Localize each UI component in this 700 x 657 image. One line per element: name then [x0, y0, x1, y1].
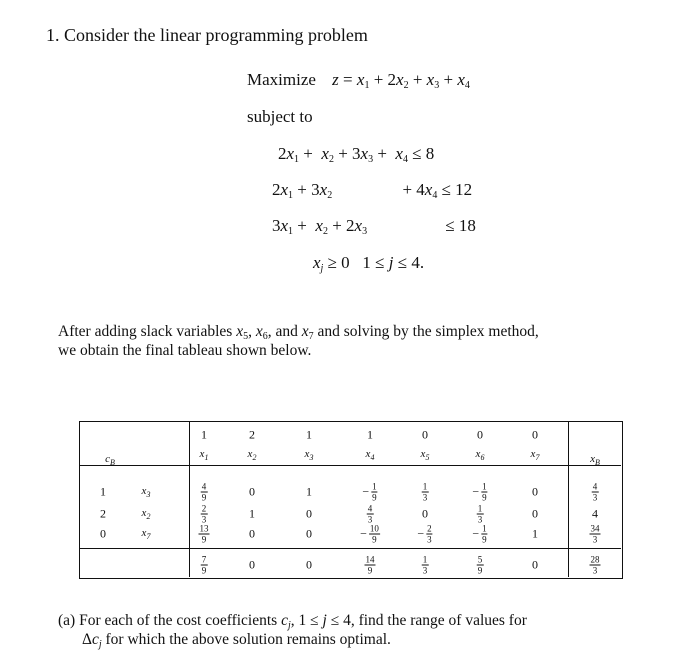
- question-a-line-1: (a) For each of the cost coefficients $c_j$, 1 ≤ j ≤ 4, find the range of values for: [58, 612, 527, 631]
- objective-cell-1: $\frac{7}{9}$: [201, 554, 207, 576]
- row-1-cb: 1: [100, 484, 106, 499]
- row-2-cell-7: 0: [532, 506, 538, 521]
- row-3-cell-1: $\frac{13}{9}$: [199, 523, 209, 545]
- maximize-label: Maximize: [247, 70, 316, 89]
- row-2-cell-5: 0: [422, 506, 428, 521]
- header-cost-3: 1: [306, 427, 312, 442]
- constraint-2: $2x_1 + 3x_2 + 4x_4 \le 12$: [272, 180, 473, 201]
- cb-label: $c_B$: [105, 452, 115, 468]
- header-cost-1: 1: [201, 427, 207, 442]
- constraint-1: $2x_1 + x_2 + 3x_3 + x_4 \le 8$: [278, 144, 435, 165]
- xb-label: $x_B$: [590, 452, 600, 468]
- row-1-cell-1: $\frac{4}{9}$: [201, 481, 207, 503]
- header-var-x5: $x_5$: [420, 447, 430, 463]
- row-1-cell-4: − $\frac{1}{9}$: [362, 481, 377, 503]
- row-3-cell-5: − $\frac{2}{3}$: [417, 523, 432, 545]
- row-2-cell-4: $\frac{4}{3}$: [367, 503, 373, 525]
- row-3-xb: $\frac{34}{3}$: [590, 523, 600, 545]
- header-cost-5: 0: [422, 427, 428, 442]
- row-2-cell-6: $\frac{1}{3}$: [477, 503, 483, 525]
- row-2-xb: 4: [592, 506, 598, 521]
- row-1-cell-7: 0: [532, 484, 538, 499]
- header-var-x6: $x_6$: [475, 447, 485, 463]
- row-1-cell-5: $\frac{1}{3}$: [422, 481, 428, 503]
- row-3-cell-2: 0: [249, 526, 255, 541]
- header-var-x4: $x_4$: [365, 447, 375, 463]
- constraint-3: $3x_1 + x_2 + 2x_3 \le 18$: [272, 216, 476, 237]
- question-a-line-2: $\Delta c_j$ for which the above solution remains optimal.: [82, 631, 391, 650]
- row-1-cell-3: 1: [306, 484, 312, 499]
- header-cost-2: 2: [249, 427, 255, 442]
- objective-xb: $\frac{28}{3}$: [590, 554, 600, 576]
- paragraph-line-2: we obtain the final tableau shown below.: [58, 342, 312, 359]
- row-3-cell-6: − $\frac{1}{9}$: [472, 523, 487, 545]
- row-3-cell-3: 0: [306, 526, 312, 541]
- subject-to-label: subject to: [247, 107, 313, 126]
- row-2-basis: $x_2$: [141, 506, 151, 522]
- header-var-x3: $x_3$: [304, 447, 314, 463]
- objective-cell-7: 0: [532, 557, 538, 572]
- row-3-cell-7: 1: [532, 526, 538, 541]
- header-var-x1: $x_1$: [199, 447, 209, 463]
- objective-cell-2: 0: [249, 557, 255, 572]
- objective-cell-3: 0: [306, 557, 312, 572]
- row-2-cell-2: 1: [249, 506, 255, 521]
- problem-title: 1. Consider the linear programming problem: [46, 25, 368, 45]
- row-1-basis: $x_3$: [141, 484, 151, 500]
- row-3-cell-4: − $\frac{10}{9}$: [360, 523, 379, 545]
- header-var-x7: $x_7$: [530, 447, 540, 463]
- header-cost-4: 1: [367, 427, 373, 442]
- objective-line: [247, 70, 470, 91]
- row-1-cell-6: − $\frac{1}{9}$: [472, 481, 487, 503]
- row-1-xb: $\frac{4}{3}$: [592, 481, 598, 503]
- nonnegativity: $x_j \ge 0$ 1 ≤ j ≤ 4.: [313, 253, 425, 274]
- row-3-basis: $x_7$: [141, 526, 151, 542]
- row-2-cell-3: 0: [306, 506, 312, 521]
- simplex-tableau: [79, 421, 623, 579]
- row-2-cb: 2: [100, 506, 106, 521]
- header-cost-6: 0: [477, 427, 483, 442]
- paragraph-line-1: After adding slack variables $x_5$, $x_6$, and $x_7$ and solving by the simplex method,: [58, 323, 539, 342]
- row-3-cb: 0: [100, 526, 106, 541]
- objective-cell-4: $\frac{14}{9}$: [365, 554, 375, 576]
- header-var-x2: $x_2$: [247, 447, 257, 463]
- row-1-cell-2: 0: [249, 484, 255, 499]
- row-2-cell-1: $\frac{2}{3}$: [201, 503, 207, 525]
- header-cost-7: 0: [532, 427, 538, 442]
- objective-function: $z = x_1 + 2x_2 + x_3 + x_4$: [332, 70, 470, 91]
- objective-cell-6: $\frac{5}{9}$: [477, 554, 483, 576]
- objective-cell-5: $\frac{1}{3}$: [422, 554, 428, 576]
